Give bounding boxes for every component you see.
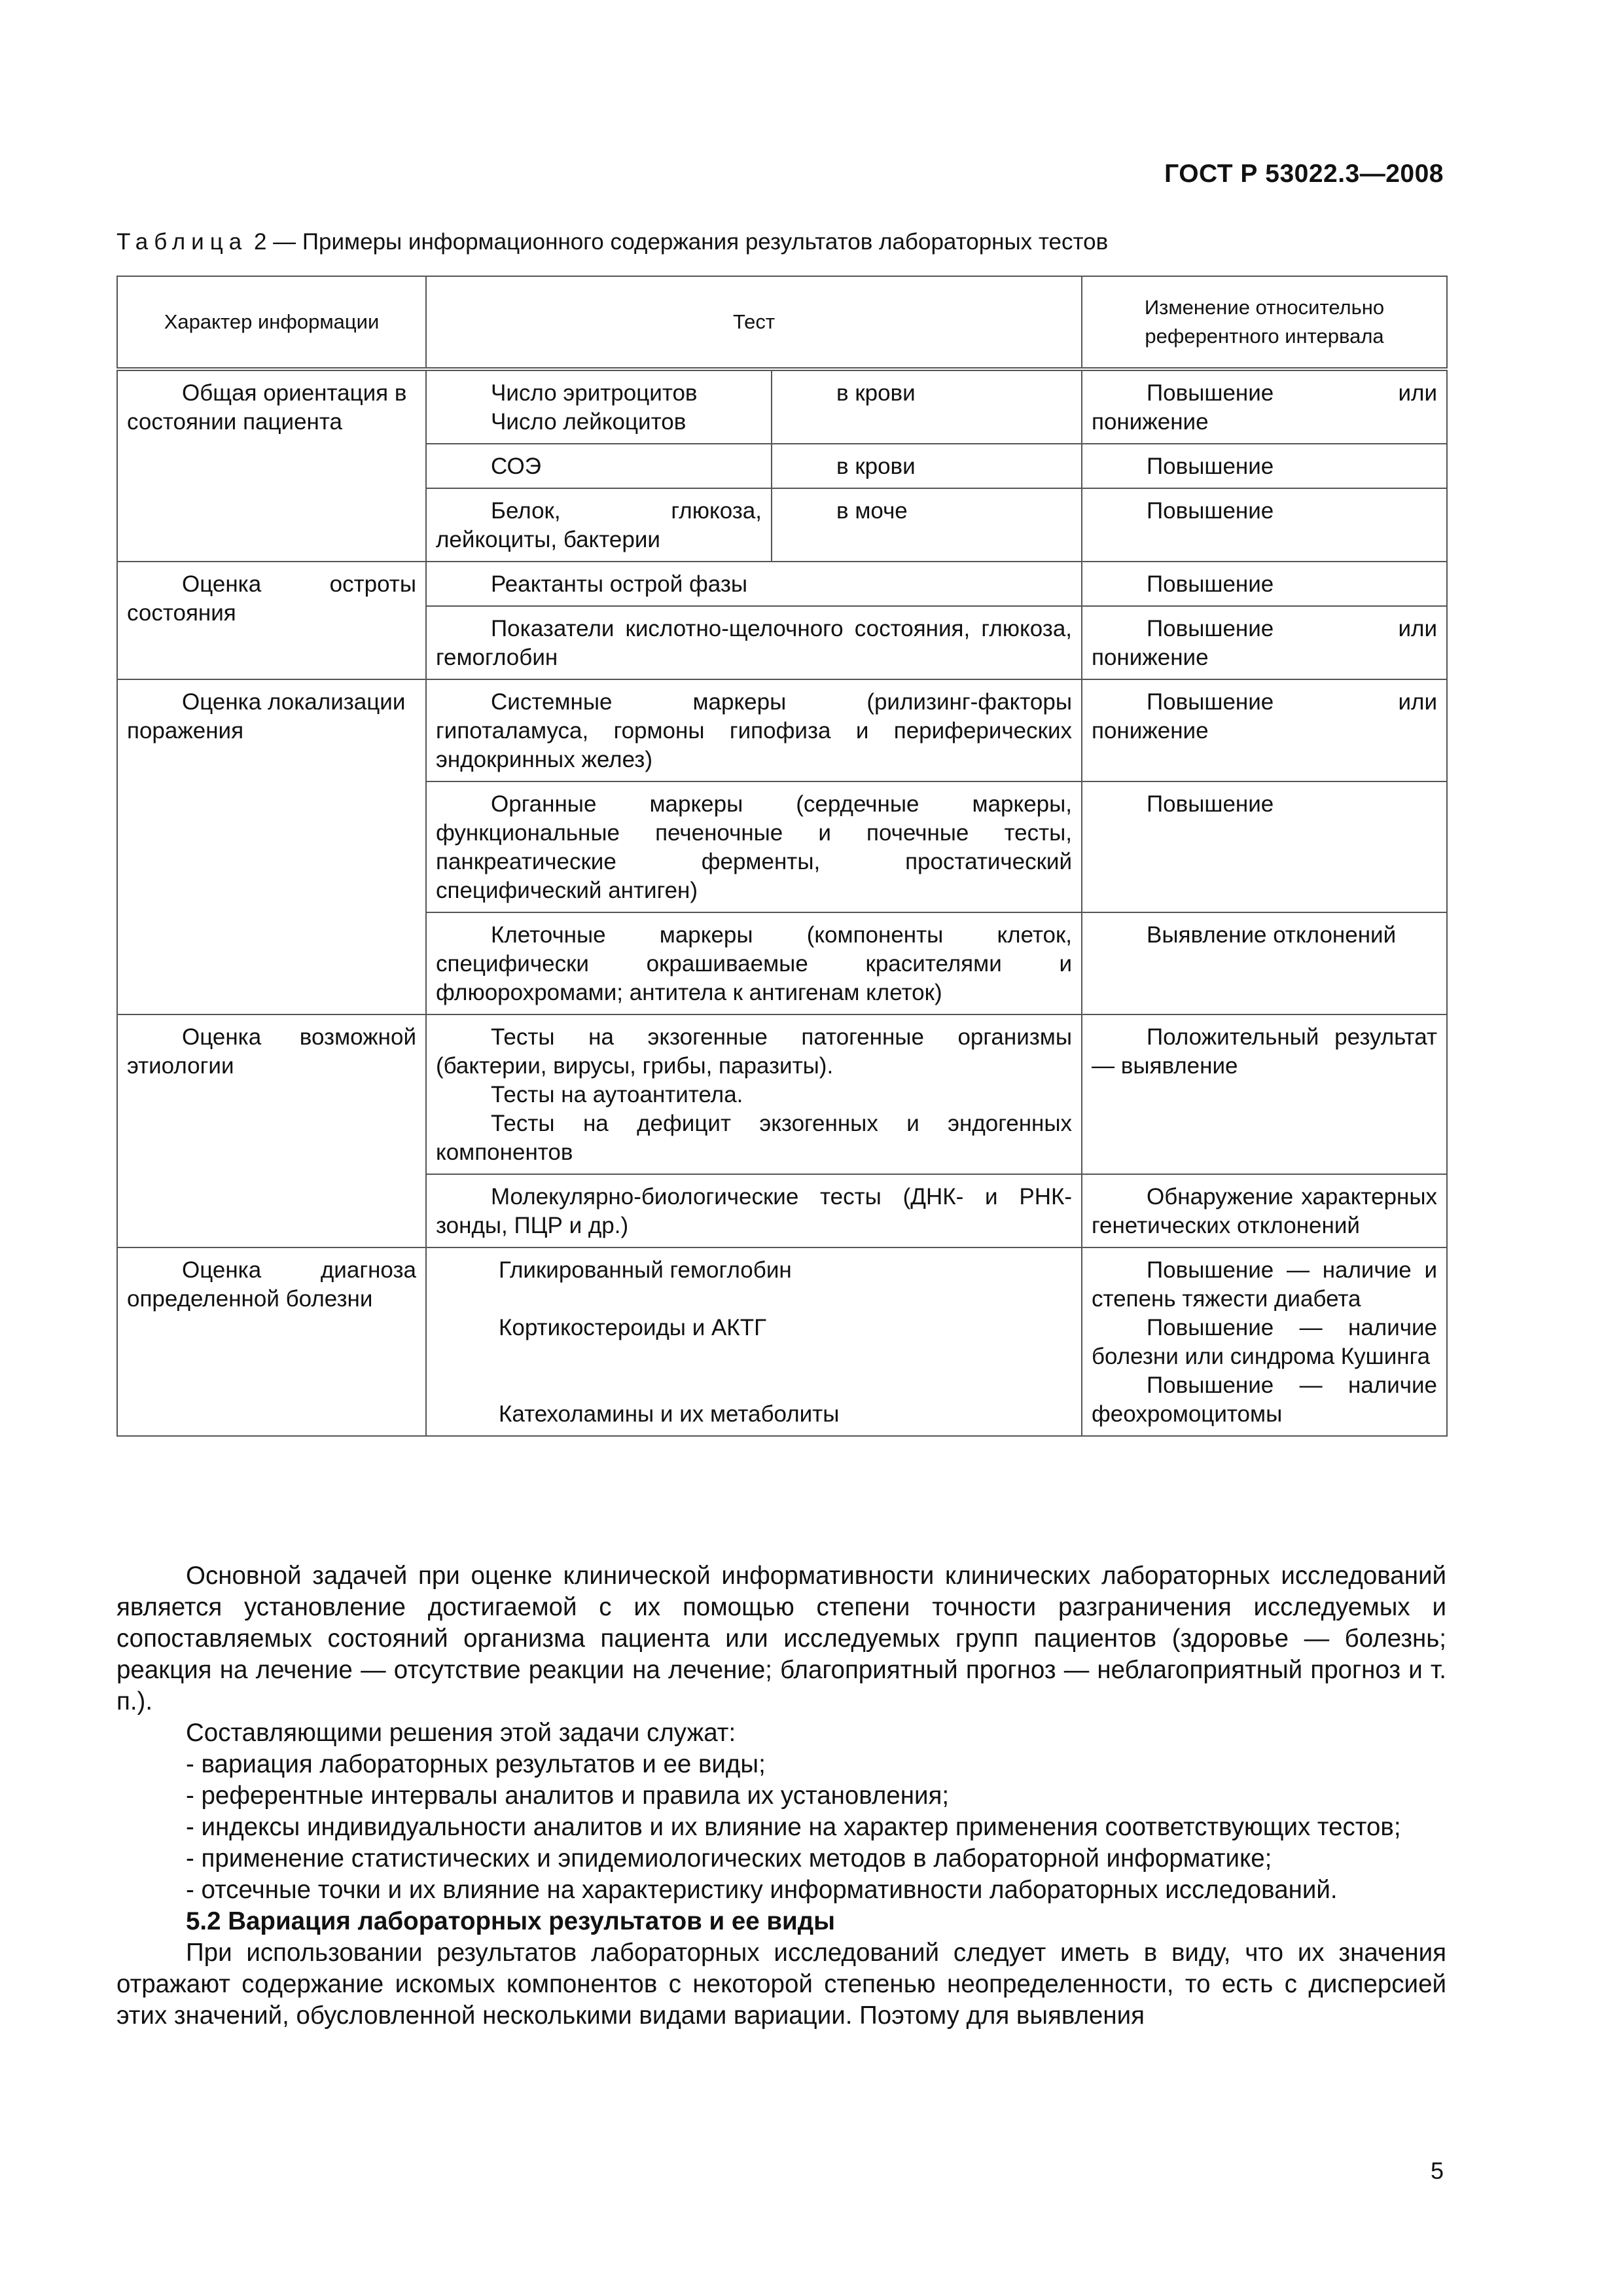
test-cell: [426, 1247, 1082, 1436]
character-cell: Общая ориентация в состоянии пациента: [117, 369, 426, 562]
medium-cell: в моче: [772, 488, 1082, 562]
test-cell: Реактанты острой фазы: [426, 562, 1082, 606]
test-line: Тесты на экзогенные патогенные организмы (бактерии, вирусы, грибы, паразиты).: [436, 1024, 1073, 1079]
test-cell: Показатели кислотно-щелочного состояния, глюкоза, гемоглобин: [426, 606, 1082, 679]
table-row: [117, 369, 1447, 444]
list-item: - вариация лабораторных результатов и ее виды;: [186, 1750, 766, 1778]
test-line: Число эритроцитов: [491, 380, 698, 406]
header-character: Характер информации: [117, 276, 426, 369]
change-cell: Повышение или понижение: [1082, 369, 1447, 444]
section-heading: 5.2 Вариация лабораторных результатов и ее виды: [186, 1907, 836, 1935]
change-cell: Выявление отклонений: [1082, 912, 1447, 1014]
change-cell: Повышение: [1082, 562, 1447, 606]
test-cell: Клеточные маркеры (компоненты клеток, специфически окрашиваемые красителями и флюорохромами; антитела к антигенам клеток): [426, 912, 1082, 1014]
character-cell: Оценка возможной этиологии: [117, 1014, 426, 1247]
change-cell: Повышение: [1082, 488, 1447, 562]
header-change: [1082, 276, 1447, 369]
medium-cell: в крови: [772, 444, 1082, 488]
character-cell: Оценка локализации поражения: [117, 679, 426, 1014]
change-line: Повышение — наличие болезни или синдрома Кушинга: [1092, 1315, 1438, 1369]
table-caption-text: — Примеры информационного содержания результатов лабораторных тестов: [266, 229, 1109, 255]
info-table: [116, 276, 1448, 1437]
change-cell: Повышение или понижение: [1082, 606, 1447, 679]
test-line: Число лейкоцитов: [491, 409, 687, 435]
character-cell: Оценка остроты состояния: [117, 562, 426, 679]
table-header-row: [117, 276, 1447, 369]
list-item: - применение статистических и эпидемиологических методов в лабораторной информатике;: [186, 1844, 1272, 1873]
table-row: [117, 562, 1447, 606]
character-cell: Оценка диагноза определенной болезни: [117, 1247, 426, 1436]
table-caption-label: Таблица: [116, 229, 248, 255]
test-line: Кортикостероиды и АКТГ: [499, 1315, 767, 1340]
change-cell: Повышение: [1082, 444, 1447, 488]
test-cell: [426, 1014, 1082, 1174]
test-line: Катехоламины и их метаболиты: [499, 1401, 840, 1427]
body-text: [116, 1560, 1446, 2032]
paragraph: Основной задачей при оценке клинической информативности клинических лабораторных исследований является установление достигаемой с их помощью степени точности разграничения исследуемых и сопоставляемых состояний организма пациента или исследуемых групп пациентов (здоровье — болезнь; реакция на лечение — отсутствие реакции на лечение; благоприятный прогноз — неблагоприятный прогноз и т. п.).: [116, 1562, 1446, 1715]
test-cell: СОЭ: [426, 444, 772, 488]
paragraph: При использовании результатов лабораторных исследований следует иметь в виду, что их значения отражают содержание искомых компонентов с некоторой степенью неопределенности, то есть с дисперсией этих значений, обусловленной несколькими видами вариации. Поэтому для выявления: [116, 1939, 1446, 2030]
header-test: Тест: [426, 276, 1082, 369]
change-line: Повышение — наличие феохромоцитомы: [1092, 1372, 1438, 1427]
table-caption: [116, 229, 1445, 255]
change-cell: [1082, 1247, 1447, 1436]
test-line: Гликированный гемоглобин: [499, 1257, 792, 1283]
list-item: - референтные интервалы аналитов и правила их установления;: [186, 1782, 950, 1810]
test-line: Тесты на аутоантитела.: [491, 1082, 743, 1107]
list-item: - отсечные точки и их влияние на характеристику информативности лабораторных исследований.: [186, 1876, 1338, 1904]
test-cell: Системные маркеры (рилизинг-факторы гипоталамуса, гормоны гипофиза и периферических эндокринных желез): [426, 679, 1082, 781]
table-row: [117, 1247, 1447, 1436]
table-row: [117, 1014, 1447, 1174]
change-cell: Положительный результат — выявление: [1082, 1014, 1447, 1174]
header-change-line2: референтного интервала: [1145, 325, 1384, 348]
change-cell: Повышение или понижение: [1082, 679, 1447, 781]
header-change-line1: Изменение относительно: [1144, 296, 1385, 319]
page-number: 5: [1430, 2157, 1444, 2184]
test-line: Тесты на дефицит экзогенных и эндогенных компонентов: [436, 1111, 1073, 1165]
table-row: [117, 679, 1447, 781]
test-cell: Органные маркеры (сердечные маркеры, функциональные печеночные и почечные тесты, панкреатические ферменты, простатический специфический антиген): [426, 781, 1082, 912]
medium-cell: в крови: [772, 369, 1082, 444]
change-cell: Обнаружение характерных генетических отклонений: [1082, 1174, 1447, 1247]
change-cell: Повышение: [1082, 781, 1447, 912]
test-cell: Белок, глюкоза, лейкоциты, бактерии: [426, 488, 772, 562]
table-caption-number: 2: [253, 229, 267, 255]
paragraph: Составляющими решения этой задачи служат:: [186, 1719, 736, 1747]
test-cell: Молекулярно-биологические тесты (ДНК- и РНК-зонды, ПЦР и др.): [426, 1174, 1082, 1247]
list-item: - индексы индивидуальности аналитов и их влияние на характер применения соответствующих тестов;: [186, 1813, 1401, 1841]
change-line: Повышение — наличие и степень тяжести диабета: [1092, 1257, 1438, 1312]
test-cell: [426, 369, 772, 444]
document-code: ГОСТ Р 53022.3—2008: [1164, 160, 1444, 188]
